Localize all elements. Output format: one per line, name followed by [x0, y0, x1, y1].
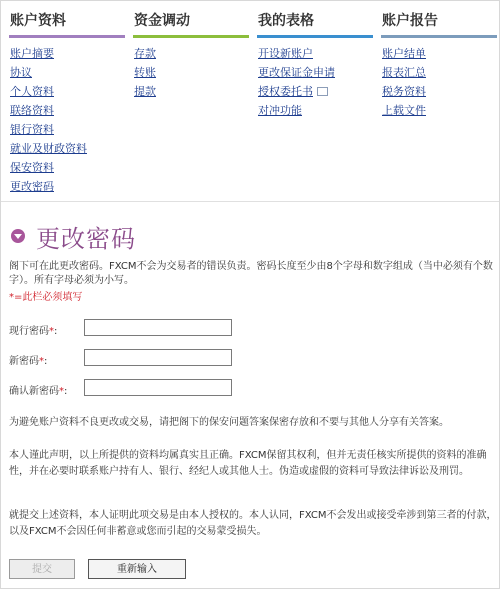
declaration-text: 本人谨此声明，以上所提供的资料均属真实且正确。FXCM保留其权利，但并无责任核实所提供的资料的准确性，并在必要时联系账户持有人、银行、经纪人或其他人士。伪造或虚假的资料可导致法律诉讼及刑罚。	[9, 450, 487, 477]
nav-link-hedging[interactable]: 对冲功能	[258, 104, 302, 117]
nav-link-transfer[interactable]: 转账	[134, 66, 156, 79]
nav-link-bank-info[interactable]: 银行资料	[10, 123, 54, 136]
label-colon: :	[44, 356, 48, 367]
submit-button[interactable]: 提交	[9, 559, 75, 579]
nav-rule	[381, 35, 497, 38]
nav-link-personal-info[interactable]: 个人资料	[10, 85, 54, 98]
page-title: 更改密码	[36, 224, 136, 253]
nav-heading-reports: 账户报告	[382, 13, 438, 29]
nav-link-report-summary[interactable]: 报表汇总	[382, 66, 426, 79]
nav-link-tax-info[interactable]: 税务资料	[382, 85, 426, 98]
nav-link-agreement[interactable]: 协议	[10, 66, 32, 79]
nav-link-contact-info[interactable]: 联络资料	[10, 104, 54, 117]
nav-link-account-summary[interactable]: 账户摘要	[10, 47, 54, 60]
required-star: *	[59, 386, 64, 397]
confirm-password-label-text: 确认新密码	[9, 386, 59, 397]
nav-link-employment-financial-info[interactable]: 就业及财政资料	[10, 142, 87, 155]
nav-heading-funds: 资金调动	[134, 13, 190, 29]
nav-column-account-info	[9, 11, 127, 196]
nav-column-my-forms	[257, 11, 375, 120]
nav-column-reports	[381, 11, 499, 120]
nav-link-margin-change-request[interactable]: 更改保证金申请	[258, 66, 335, 79]
label-colon: :	[64, 386, 68, 397]
authorization-text: 就提交上述资料，本人证明此项交易是由本人授权的。本人认同，FXCM不会发出或接受牵涉到第三者的付款，以及FXCM不会因任何非蓄意或您而引起的交易蒙受损失。	[9, 510, 497, 537]
nav-column-funds	[133, 11, 251, 101]
new-password-label	[9, 352, 47, 367]
nav-link-withdrawal[interactable]: 提款	[134, 85, 156, 98]
nav-rule	[257, 35, 373, 38]
chevron-down-icon	[11, 229, 25, 243]
confirm-password-field[interactable]	[84, 379, 232, 396]
nav-link-statements[interactable]: 账户结单	[382, 47, 426, 60]
nav-link-power-of-attorney[interactable]	[257, 82, 375, 101]
reset-button[interactable]: 重新输入	[88, 559, 186, 579]
current-password-label-text: 现行密码	[9, 326, 49, 337]
page-title-row	[11, 221, 136, 251]
nav-link-security-info[interactable]: 保安资料	[10, 161, 54, 174]
required-star: *	[39, 356, 44, 367]
section-divider	[1, 201, 500, 202]
power-of-attorney-label: 授权委托书	[258, 85, 313, 98]
intro-text: 阁下可在此更改密码。FXCM不会为交易者的错误负责。密码长度至少由8个字母和数字组成（当中必须有个数字）。所有字母必须为小写。	[9, 261, 493, 286]
label-colon: :	[54, 326, 58, 337]
nav-link-deposit[interactable]: 存款	[134, 47, 156, 60]
required-star: *	[49, 326, 54, 337]
current-password-label	[9, 322, 57, 337]
confirm-password-label	[9, 382, 67, 397]
nav-link-upload-files[interactable]: 上载文件	[382, 104, 426, 117]
nav-heading-account-info: 账户资料	[10, 13, 66, 29]
new-password-label-text: 新密码	[9, 356, 39, 367]
nav-link-change-password[interactable]: 更改密码	[10, 180, 54, 193]
nav-link-open-new-account[interactable]: 开设新账户	[258, 47, 313, 60]
current-password-field[interactable]	[84, 319, 232, 336]
nav-rule	[9, 35, 125, 38]
popup-window-icon	[317, 87, 328, 96]
nav-rule	[133, 35, 249, 38]
security-notice: 为避免账户资料不良更改或交易，请把阁下的保安问题答案保密存放和不要与其他人分享有关答案。	[9, 417, 449, 428]
required-note: *=此栏必须填写	[9, 292, 83, 303]
nav-heading-my-forms: 我的表格	[258, 13, 314, 29]
account-nav	[1, 1, 500, 199]
new-password-field[interactable]	[84, 349, 232, 366]
